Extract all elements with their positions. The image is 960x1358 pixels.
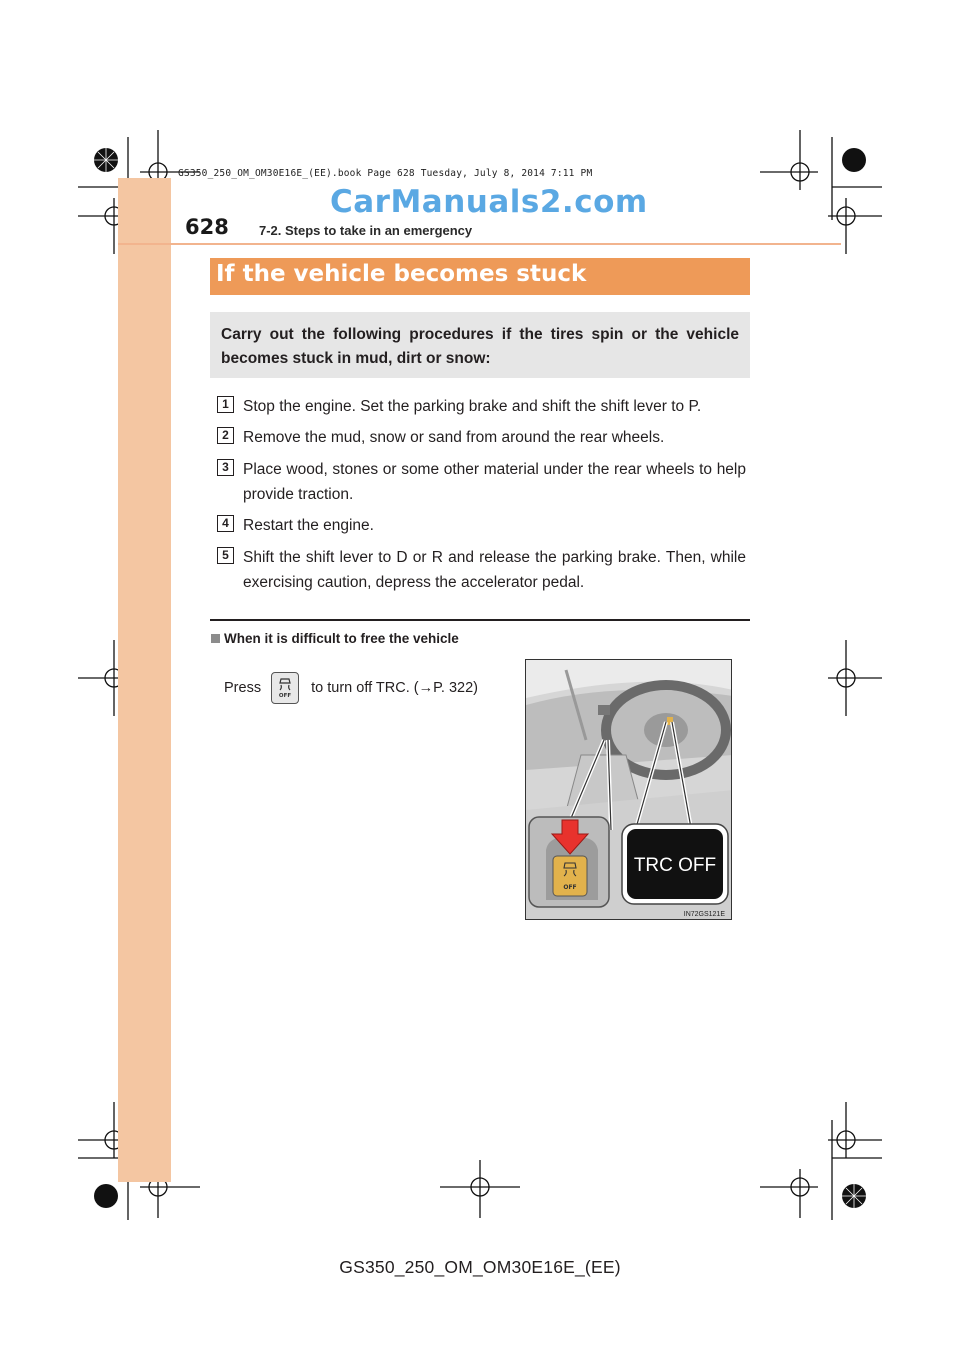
- note-heading-text: When it is difficult to free the vehicle: [224, 631, 459, 646]
- watermark: CarManuals2.com: [330, 184, 648, 220]
- step-number: 2: [217, 427, 234, 444]
- document-footer: GS350_250_OM_OM30E16E_(EE): [339, 1257, 621, 1277]
- illustration-code: IN72GS121E: [683, 911, 725, 918]
- intro-box: [210, 312, 750, 378]
- step-number: 4: [217, 515, 234, 532]
- press-suffix: to turn off TRC. (→P. 322): [311, 680, 478, 696]
- title-bar: [210, 258, 750, 295]
- step-text: Restart the engine.: [243, 517, 374, 534]
- trc-off-button-icon: [271, 672, 299, 704]
- page-title: If the vehicle becomes stuck: [216, 261, 587, 287]
- press-prefix: Press: [224, 680, 262, 696]
- button-off-label: OFF: [279, 693, 292, 699]
- step-text: Remove the mud, snow or sand from around the rear wheels.: [243, 429, 665, 446]
- trc-off-indicator-text: TRC OFF: [633, 855, 717, 876]
- step-number: 1: [217, 396, 234, 413]
- section-label: 7-2. Steps to take in an emergency: [259, 223, 473, 238]
- step-text: Place wood, stones or some other material under the rear wheels to help provide traction.: [243, 461, 746, 503]
- press-instruction: [224, 672, 478, 704]
- side-tab-band: [118, 178, 171, 1182]
- page-number: 628: [185, 215, 229, 239]
- note-heading: [211, 631, 459, 646]
- illus-button-label: OFF: [563, 884, 577, 891]
- square-bullet-icon: [211, 634, 220, 643]
- step-number: 3: [217, 459, 234, 476]
- header-rule: [118, 243, 841, 245]
- dashboard-illustration: [525, 659, 732, 920]
- section-divider: [210, 619, 750, 621]
- step-number: 5: [217, 547, 234, 564]
- print-info: GS350_250_OM_OM30E16E_(EE).book Page 628 Tuesday, July 8, 2014 7:11 PM: [178, 168, 593, 179]
- step-text: Shift the shift lever to D or R and release the parking brake. Then, while exercising caution, depress the accelerator pedal.: [243, 549, 746, 591]
- intro-text: Carry out the following procedures if the tires spin or the vehicle becomes stuck in mud, dirt or snow:: [221, 326, 739, 367]
- step-text: Stop the engine. Set the parking brake and shift the shift lever to P.: [243, 398, 702, 415]
